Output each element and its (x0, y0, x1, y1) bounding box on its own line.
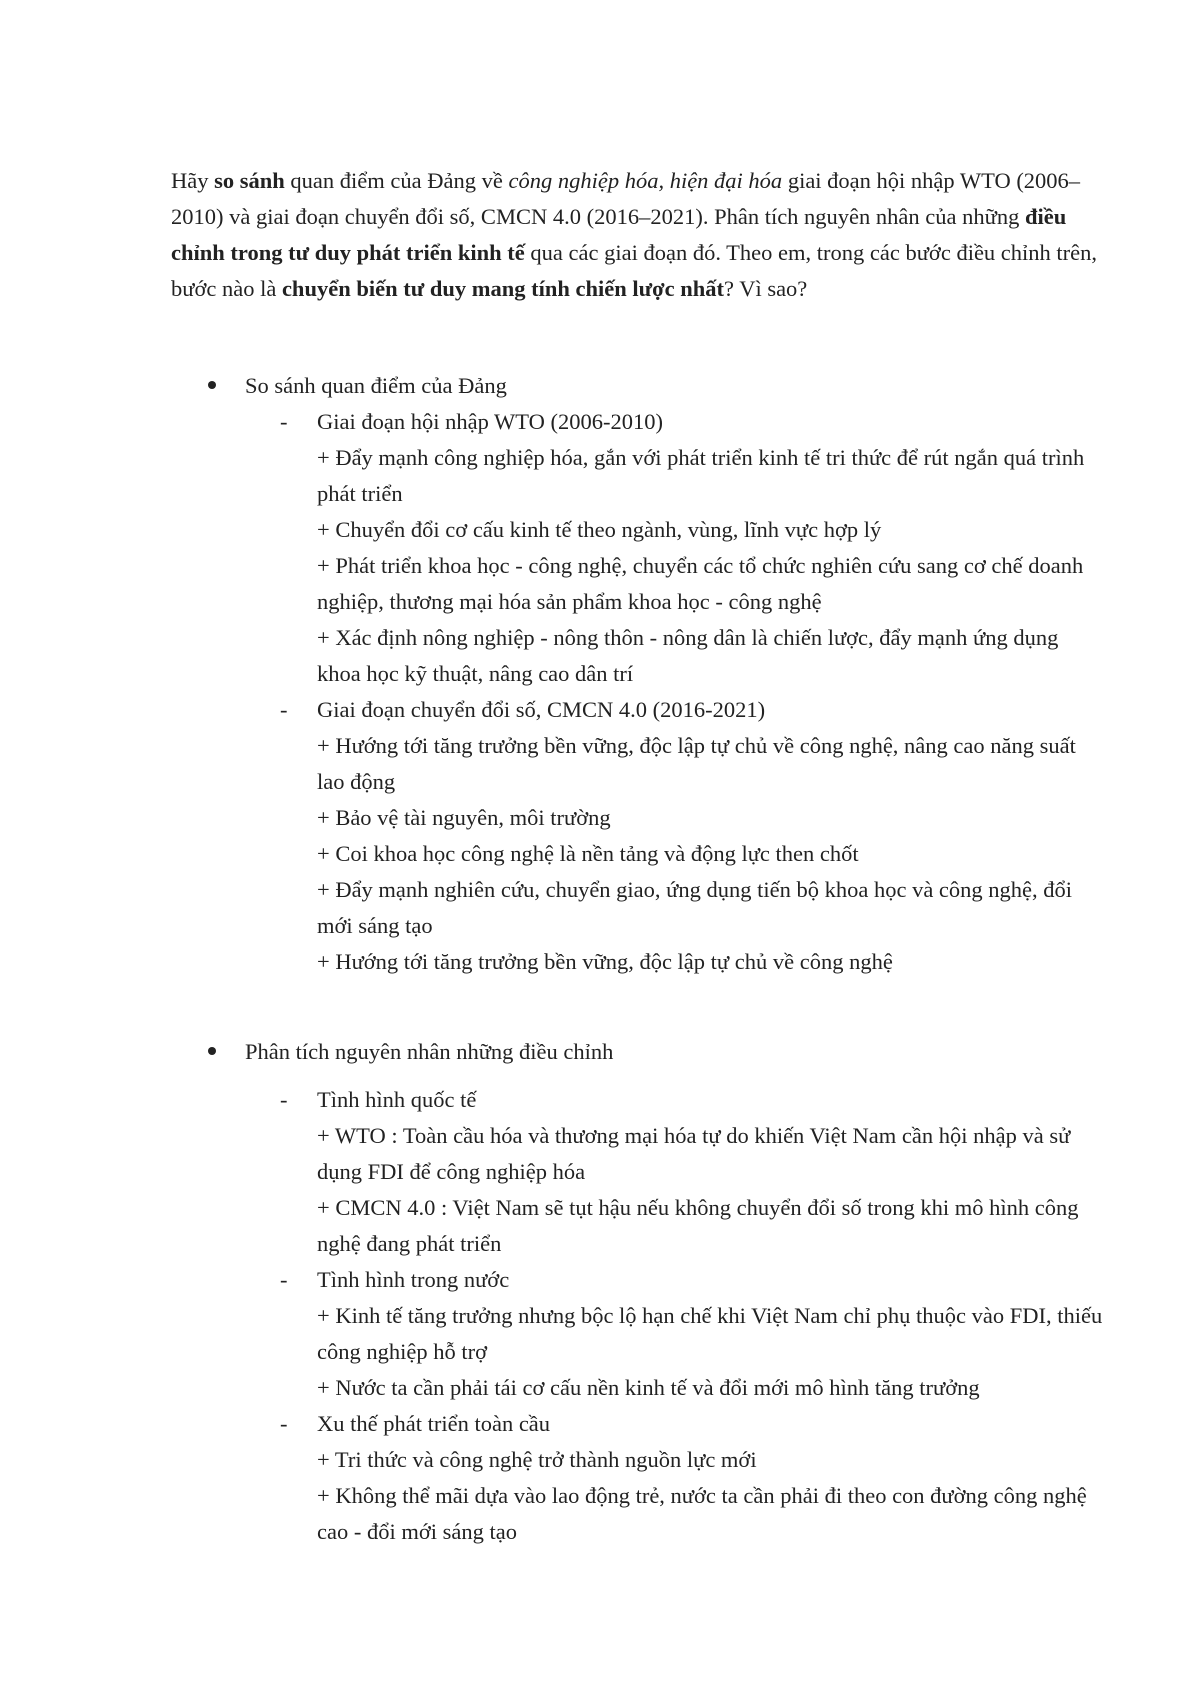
subsection-global-trend (205, 1406, 1105, 1550)
subsection-international (205, 1082, 1105, 1262)
section-heading (205, 1034, 1105, 1070)
question-text: qua các giai đoạn đó. Theo em, trong các bước điều chỉnh trên, bước nào là (171, 240, 1098, 301)
list-item: + Coi khoa học công nghệ là nền tảng và động lực then chốt (317, 841, 859, 866)
subsection-title: Giai đoạn chuyển đổi số, CMCN 4.0 (2016-2021) (317, 697, 766, 722)
section-heading (205, 368, 1105, 404)
list-item: + Chuyển đổi cơ cấu kinh tế theo ngành, vùng, lĩnh vực hợp lý (317, 517, 882, 542)
list-item: + Không thể mãi dựa vào lao động trẻ, nước ta cần phải đi theo con đường công nghệ cao - đổi mới sáng tạo (317, 1483, 1087, 1544)
list-item: + Xác định nông nghiệp - nông thôn - nông dân là chiến lược, đẩy mạnh ứng dụng khoa học kỹ thuật, nâng cao dân trí (317, 625, 1059, 686)
dash-icon: - (280, 1411, 288, 1436)
list-item: + Phát triển khoa học - công nghệ, chuyển các tổ chức nghiên cứu sang cơ chế doanh nghiệp, thương mại hóa sản phẩm khoa học - công nghệ (317, 553, 1084, 614)
question-text: ? Vì sao? (723, 276, 808, 301)
list-item: + CMCN 4.0 : Việt Nam sẽ tụt hậu nếu không chuyển đổi số trong khi mô hình công nghệ đang phát triển (317, 1195, 1079, 1256)
bullet-icon (208, 1047, 216, 1055)
question-text: giai đoạn hội nhập WTO (2006–2010) và giai đoạn chuyển đổi số, CMCN 4.0 (2016–2021). Phân tích nguyên nhân của những (171, 168, 1081, 229)
list-item: + Hướng tới tăng trưởng bền vững, độc lập tự chủ về công nghệ (317, 949, 893, 974)
list-item: + Kinh tế tăng trưởng nhưng bộc lộ hạn chế khi Việt Nam chỉ phụ thuộc vào FDI, thiếu công nghiệp hỗ trợ (317, 1303, 1103, 1364)
subsection-digital (205, 692, 1105, 980)
dash-icon: - (280, 1267, 288, 1292)
dash-icon: - (280, 1087, 288, 1112)
list-item: + Bảo vệ tài nguyên, môi trường (317, 805, 611, 830)
question-bold-adjustment: điều chỉnh trong tư duy phát triển kinh tế (171, 204, 1067, 265)
subsection-wto (205, 404, 1105, 692)
subsection-title: Xu thế phát triển toàn cầu (317, 1411, 551, 1436)
question-bold-compare: so sánh (214, 168, 285, 193)
question-bold-strategic: chuyển biến tư duy mang tính chiến lược nhất (281, 276, 724, 301)
question-text: quan điểm của Đảng về (284, 168, 509, 193)
subsection-title: Giai đoạn hội nhập WTO (2006-2010) (317, 409, 663, 434)
section-comparison (205, 368, 1105, 980)
list-item: + WTO : Toàn cầu hóa và thương mại hóa tự do khiến Việt Nam cần hội nhập và sử dụng FDI để công nghiệp hóa (317, 1123, 1071, 1184)
dash-icon: - (280, 409, 288, 434)
list-item: + Hướng tới tăng trưởng bền vững, độc lập tự chủ về công nghệ, nâng cao năng suất lao động (317, 733, 1076, 794)
question-paragraph (171, 163, 1101, 307)
section-title: So sánh quan điểm của Đảng (245, 373, 507, 398)
section-title: Phân tích nguyên nhân những điều chỉnh (245, 1039, 614, 1064)
subsection-title: Tình hình quốc tế (317, 1087, 477, 1112)
subsection-title: Tình hình trong nước (317, 1267, 510, 1292)
list-item: + Nước ta cần phải tái cơ cấu nền kinh tế và đổi mới mô hình tăng trưởng (317, 1375, 980, 1400)
section-causes (205, 1034, 1105, 1550)
bullet-icon (208, 381, 216, 389)
dash-icon: - (280, 697, 288, 722)
question-text: Hãy (171, 168, 215, 193)
list-item: + Tri thức và công nghệ trở thành nguồn lực mới (317, 1447, 757, 1472)
list-item: + Đẩy mạnh công nghiệp hóa, gắn với phát triển kinh tế tri thức để rút ngắn quá trình phát triển (317, 445, 1085, 506)
list-item: + Đẩy mạnh nghiên cứu, chuyển giao, ứng dụng tiến bộ khoa học và công nghệ, đổi mới sáng tạo (317, 877, 1073, 938)
subsection-domestic (205, 1262, 1105, 1406)
question-italic-industrialization: công nghiệp hóa, hiện đại hóa (508, 168, 783, 193)
